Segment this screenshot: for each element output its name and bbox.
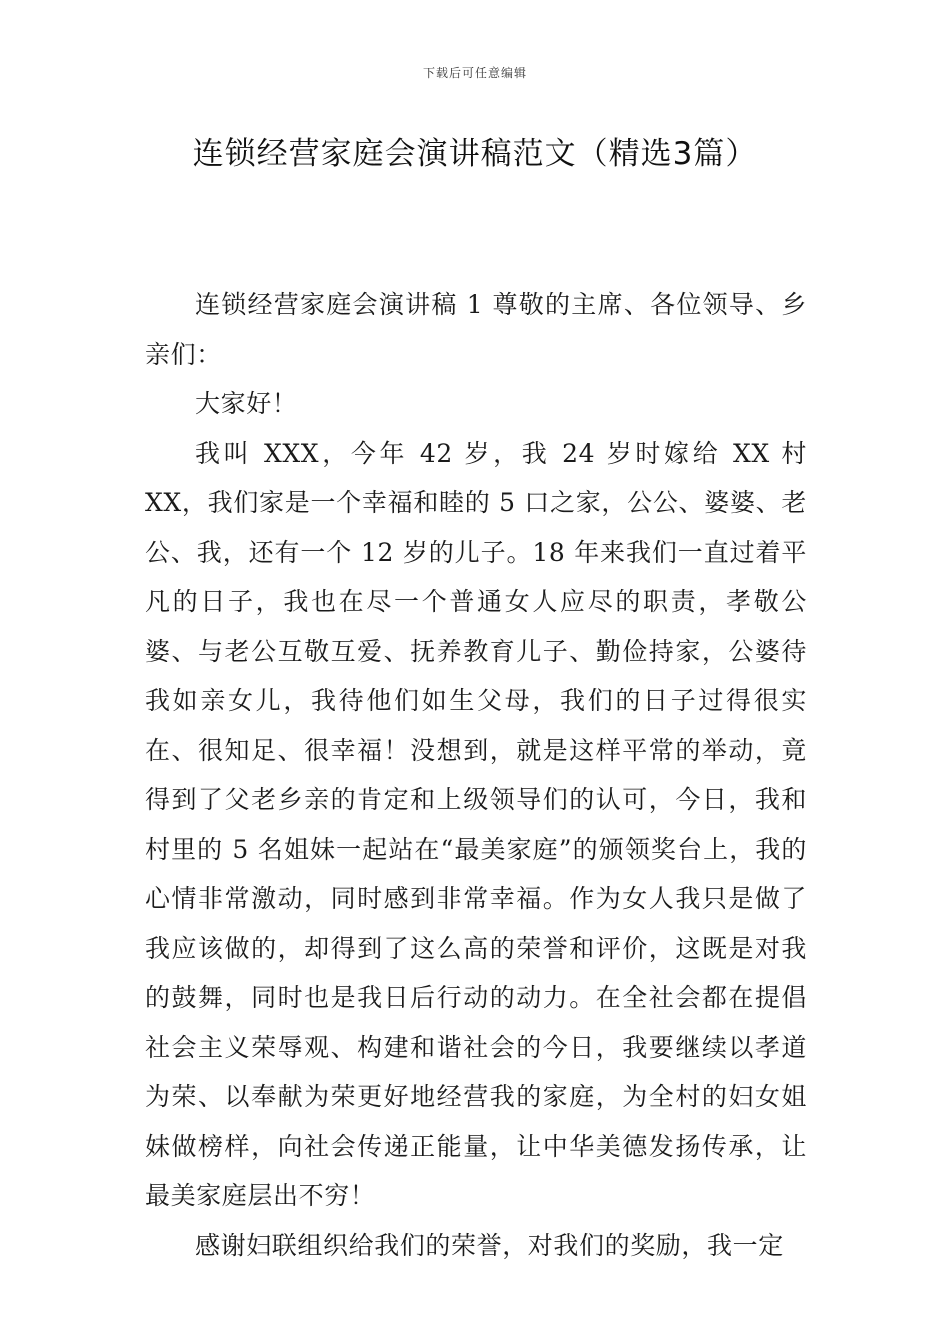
paragraph-4: 感谢妇联组织给我们的荣誉，对我们的奖励，我一定 <box>195 1230 784 1260</box>
paragraph-2: 大家好！ <box>195 389 298 418</box>
document-body <box>145 280 807 1270</box>
paragraph-3: 我叫 XXX，今年 42 岁，我 24 岁时嫁给 XX 村 XX，我们家是一个幸福和睦的 5 口之家，公公、婆婆、老公、我，还有一个 12 岁的儿子。18 年来我们一直过着平凡的日子，我也在尽一个普通女人应尽的职责，孝敬公婆、与老公互敬互爱、抚养教育儿子、勤俭持家，公婆待我如亲女儿，我待他们如生父母，我们的日子过得很实在、很知足、很幸福！没想到，就是这样平常的举动，竟得到了父老乡亲的肯定和上级领导们的认可，今日，我和村里的 5 名姐妹一起站在“最美家庭”的颁领奖台上，我的心情非常激动，同时感到非常幸福。作为女人我只是做了我应该做的，却得到了这么高的荣誉和评价，这既是对我的鼓舞，同时也是我日后行动的动力。在全社会都在提倡社会主义荣辱观、构建和谐社会的今日，我要继续以孝道为荣、以奉献为荣更好地经营我的家庭，为全村的妇女姐妹做榜样，向社会传递正能量，让中华美德发扬传承，让最美家庭层出不穷！ <box>145 438 807 1210</box>
document-title: 连锁经营家庭会演讲稿范文（精选3篇） <box>192 136 758 172</box>
paragraph-1: 连锁经营家庭会演讲稿 1 尊敬的主席、各位领导、乡亲们： <box>145 290 807 369</box>
header-note: 下载后可任意编辑 <box>422 66 527 80</box>
